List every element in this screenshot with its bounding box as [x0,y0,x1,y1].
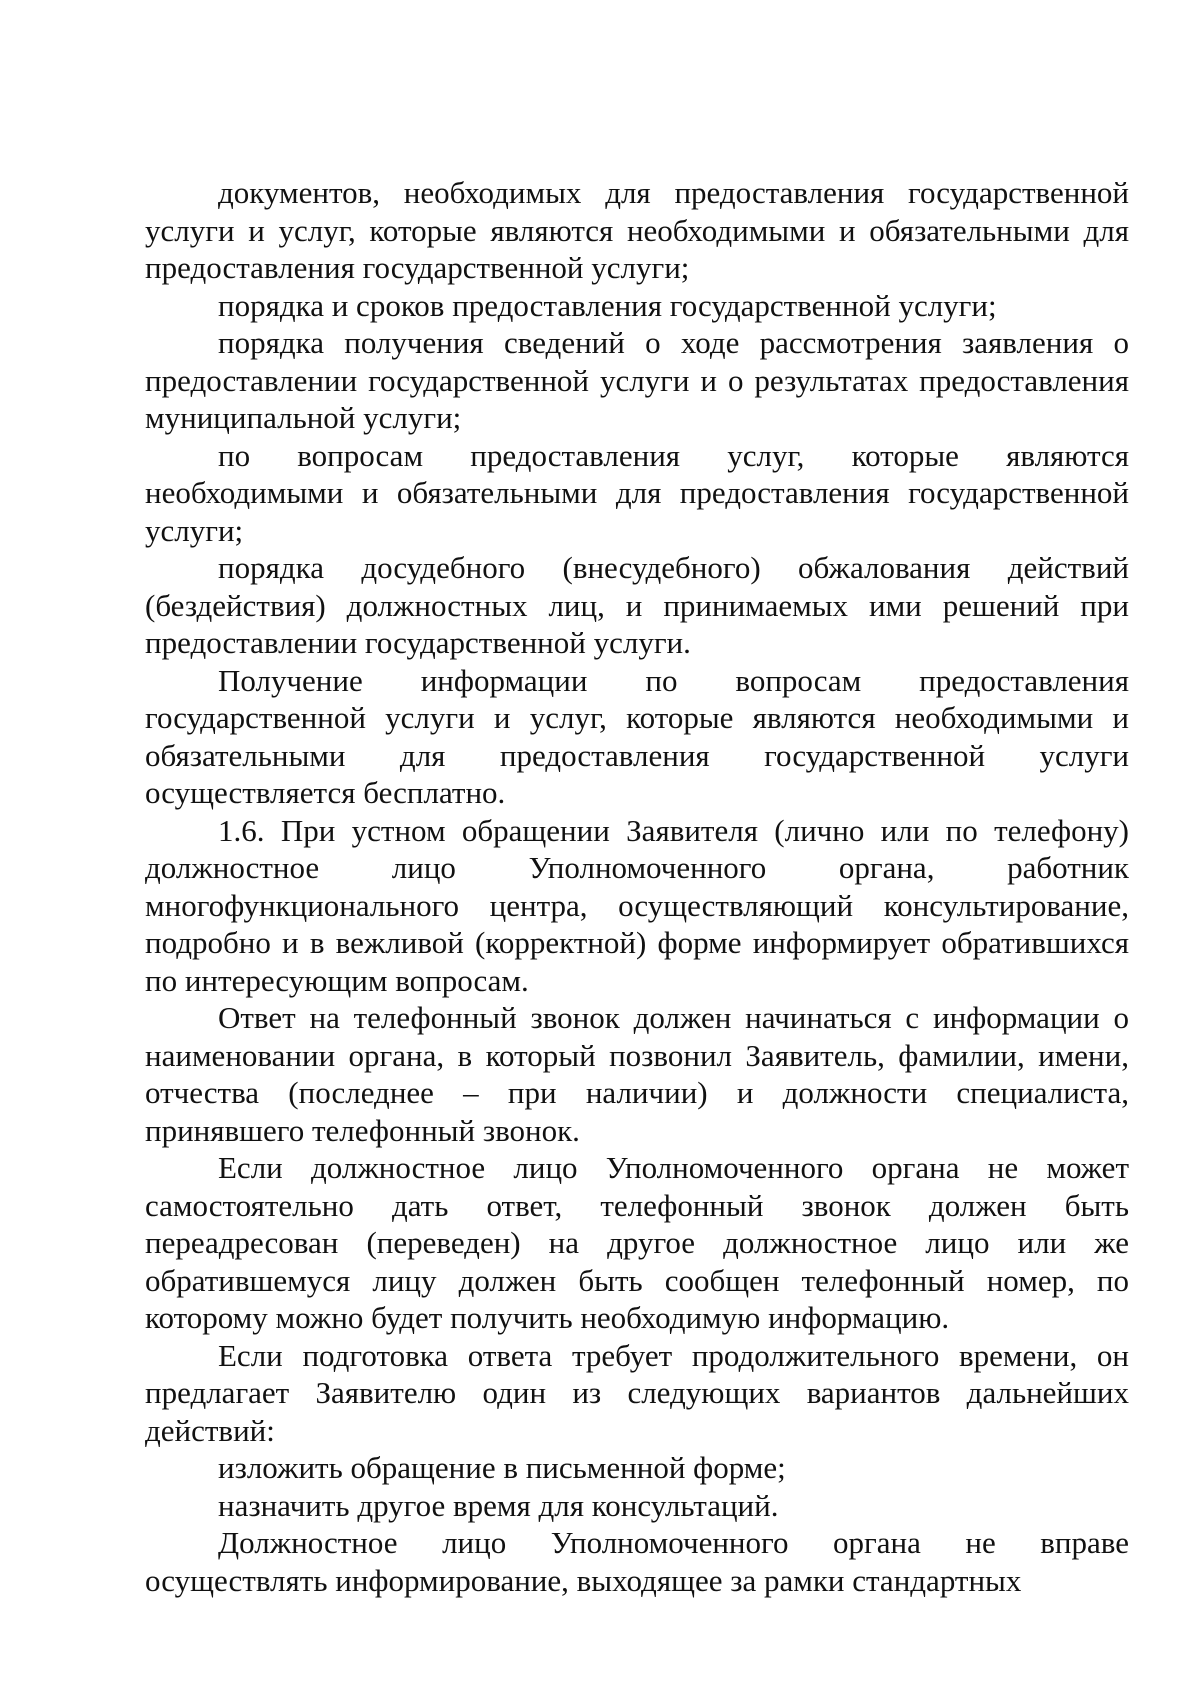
paragraph: порядка и сроков предоставления государственной услуги; [218,287,997,323]
paragraph: Должностное лицо Уполномоченного органа не вправе осуществлять информирование, выходящее за рамки стандартных [145,1525,1129,1598]
paragraph: порядка досудебного (внесудебного) обжалования действий (бездействия) должностных лиц, и принимаемых ими решений при предоставлении государственной услуги. [145,550,1129,660]
paragraph: документов, необходимых для предоставления государственной услуги и услуг, которые являются необходимыми и обязательными для предоставления государственной услуги; [145,175,1129,285]
paragraph: Если должностное лицо Уполномоченного органа не может самостоятельно дать ответ, телефонный звонок должен быть переадресован (переведен) на другое должностное лицо или же обратившемуся лицу должен быть сообщен телефонный номер, по которому можно будет получить необходимую информацию. [145,1150,1129,1335]
paragraph: Ответ на телефонный звонок должен начинаться с информации о наименовании органа, в который позвонил Заявитель, фамилии, имени, отчества (последнее – при наличии) и должности специалиста, принявшего телефонный звонок. [145,1000,1129,1148]
paragraph: по вопросам предоставления услуг, которые являются необходимыми и обязательными для предоставления государственной услуги; [145,437,1129,548]
paragraph: изложить обращение в письменной форме; [218,1450,786,1485]
paragraph: порядка получения сведений о ходе рассмотрения заявления о предоставлении государственной услуги и о результатах предоставления муниципальной услуги; [145,325,1129,435]
paragraph: Получение информации по вопросам предоставления государственной услуги и услуг, которые являются необходимыми и обязательными для предоставления государственной услуги осуществляется бесплатно. [145,662,1129,810]
paragraph: назначить другое время для консультаций. [218,1487,779,1523]
paragraph: 1.6. При устном обращении Заявителя (лично или по телефону) должностное лицо Уполномоченного органа, работник многофункционального центра, осуществляющий консультирование, подробно и в вежливой (корректной) форме информирует обратившихся по интересующим вопросам. [145,812,1129,998]
document-body [145,174,1129,1599]
paragraph: Если подготовка ответа требует продолжительного времени, он предлагает Заявителю один из следующих вариантов дальнейших действий: [145,1337,1129,1448]
